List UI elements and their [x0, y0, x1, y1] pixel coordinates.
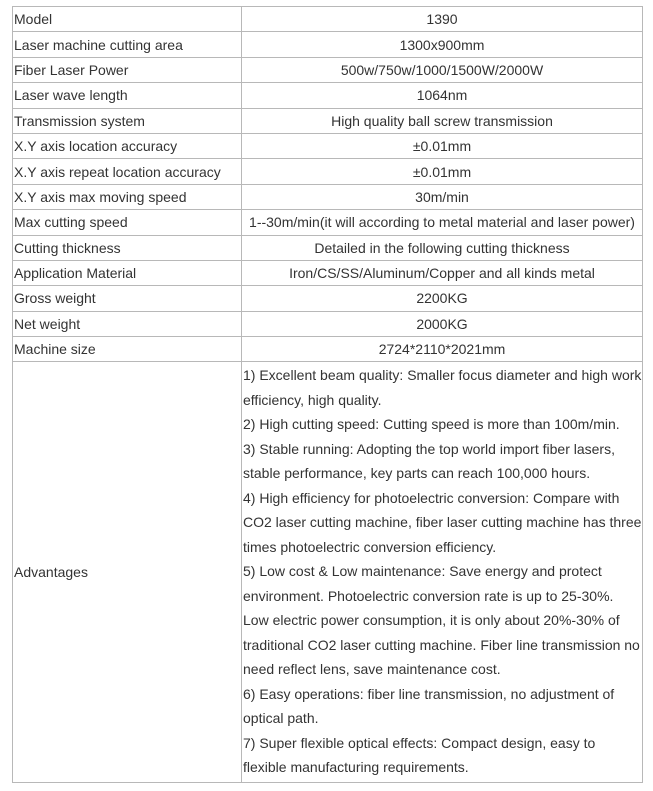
spec-label: Machine size [13, 337, 242, 362]
spec-label: Gross weight [13, 286, 242, 311]
spec-label: Cutting thickness [13, 235, 242, 260]
spec-label: Model [13, 7, 242, 32]
spec-label: Laser wave length [13, 83, 242, 108]
spec-label: Max cutting speed [13, 210, 242, 235]
advantages-line: environment. Photoelectric conversion rate is up to 25-30%. [243, 587, 614, 604]
spec-label: Net weight [13, 311, 242, 336]
spec-row-net-weight [13, 311, 643, 336]
spec-label: Transmission system [13, 108, 242, 133]
spec-row-cutting-speed [13, 210, 643, 235]
advantages-line: efficiency, high quality. [243, 391, 382, 408]
spec-value: 2724*2110*2021mm [242, 337, 643, 362]
advantages-line: traditional CO2 laser cutting machine. Fiber line transmission no [243, 636, 640, 653]
spec-value: 1300x900mm [242, 32, 643, 57]
spec-value: 500w/750w/1000/1500W/2000W [242, 57, 643, 82]
spec-label: X.Y axis max moving speed [13, 184, 242, 209]
spec-row-transmission [13, 108, 643, 133]
advantages-line: 5) Low cost & Low maintenance: Save energy and protect [243, 563, 602, 580]
spec-value: Detailed in the following cutting thickness [242, 235, 643, 260]
spec-label: X.Y axis repeat location accuracy [13, 159, 242, 184]
spec-row-model [13, 7, 643, 32]
advantages-line: need reflect lens, save maintenance cost. [243, 661, 501, 678]
advantages-line: 1) Excellent beam quality: Smaller focus diameter and high work [243, 367, 642, 384]
spec-label: Laser machine cutting area [13, 32, 242, 57]
spec-value: ±0.01mm [242, 133, 643, 158]
spec-value: 2200KG [242, 286, 643, 311]
spec-row-application-material [13, 260, 643, 285]
spec-value: 1390 [242, 7, 643, 32]
advantages-line: 6) Easy operations: fiber line transmission, no adjustment of [243, 685, 615, 702]
spec-row-cutting-thickness [13, 235, 643, 260]
spec-row-location-accuracy [13, 133, 643, 158]
spec-row-moving-speed [13, 184, 643, 209]
advantages-line: 4) High efficiency for photoelectric conversion: Compare with [243, 489, 620, 506]
advantages-line: optical path. [243, 710, 319, 727]
advantages-line: times photoelectric conversion efficiency. [243, 538, 497, 555]
spec-row-repeat-accuracy [13, 159, 643, 184]
advantages-line: 7) Super flexible optical effects: Compact design, easy to [243, 734, 596, 751]
spec-label: X.Y axis location accuracy [13, 133, 242, 158]
advantages-label: Advantages [13, 362, 242, 783]
spec-row-gross-weight [13, 286, 643, 311]
spec-table-body [13, 7, 643, 783]
advantages-line: stable performance, key parts can reach 100,000 hours. [243, 465, 591, 482]
spec-table [12, 6, 643, 783]
spec-value: 1--30m/min(it will according to metal material and laser power) [242, 210, 643, 235]
spec-value: 30m/min [242, 184, 643, 209]
advantages-line: 2) High cutting speed: Cutting speed is more than 100m/min. [243, 416, 620, 433]
spec-value: ±0.01mm [242, 159, 643, 184]
spec-row-laser-power [13, 57, 643, 82]
spec-row-cutting-area [13, 32, 643, 57]
spec-value: 2000KG [242, 311, 643, 336]
advantages-line: Low electric power consumption, it is only about 20%-30% of [243, 612, 620, 629]
spec-label: Application Material [13, 260, 242, 285]
spec-row-machine-size [13, 337, 643, 362]
advantages-line: 3) Stable running: Adopting the top world import fiber lasers, [243, 440, 615, 457]
spec-value: Iron/CS/SS/Aluminum/Copper and all kinds metal [242, 260, 643, 285]
advantages-text [242, 362, 643, 783]
advantages-line: flexible manufacturing requirements. [243, 759, 469, 776]
spec-row-advantages [13, 362, 643, 783]
spec-value: 1064nm [242, 83, 643, 108]
advantages-line: CO2 laser cutting machine, fiber laser cutting machine has three [243, 514, 642, 531]
spec-row-wave-length [13, 83, 643, 108]
spec-label: Fiber Laser Power [13, 57, 242, 82]
spec-value: High quality ball screw transmission [242, 108, 643, 133]
